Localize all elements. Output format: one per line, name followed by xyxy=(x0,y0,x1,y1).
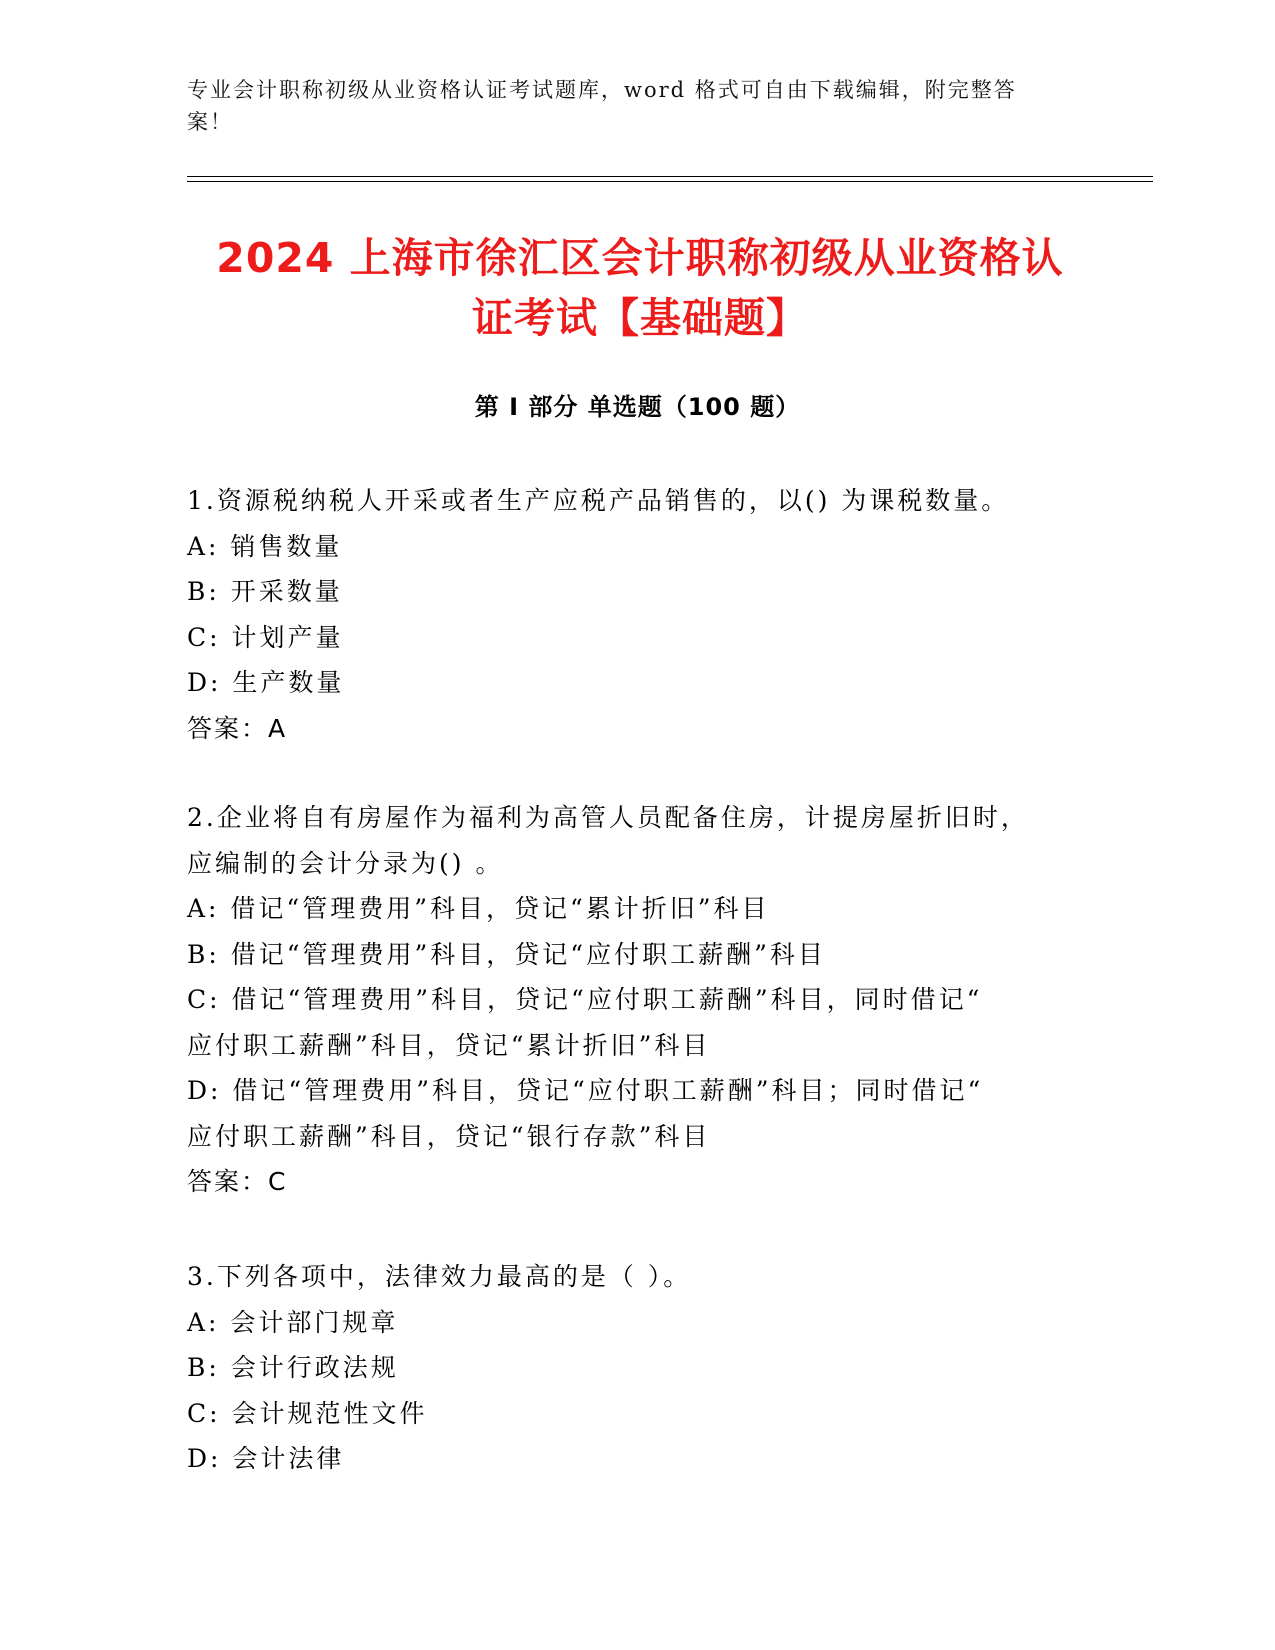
header-rule-bottom xyxy=(187,181,1153,182)
question-2 xyxy=(187,795,1087,1205)
option-c-continued: 应付职工薪酬”科目，贷记“累计折旧”科目 xyxy=(187,1030,711,1060)
question-stem: 1.资源税纳税人开采或者生产应税产品销售的，以() 为课税数量。 xyxy=(187,486,1010,515)
option-c: C: 借记“管理费用”科目，贷记“应付职工薪酬”科目，同时借记“ xyxy=(187,985,983,1014)
option-a: A: 销售数量 xyxy=(187,531,343,561)
header-rule-top xyxy=(187,176,1153,177)
option-a: A: 会计部门规章 xyxy=(187,1307,399,1337)
option-d: D: 生产数量 xyxy=(187,668,345,697)
answer: 答案：A xyxy=(187,713,288,743)
header-note xyxy=(187,74,1067,138)
option-b: B: 会计行政法规 xyxy=(187,1353,399,1382)
section-title: 第 I 部分 单选题（100 题） xyxy=(474,393,801,421)
document-title xyxy=(180,228,1100,348)
header-note-line: 案！ xyxy=(187,110,233,134)
question-stem: 应编制的会计分录为() 。 xyxy=(187,848,504,878)
option-d-continued: 应付职工薪酬”科目，贷记“银行存款”科目 xyxy=(187,1121,711,1151)
header-note-line: 专业会计职称初级从业资格认证考试题库，word 格式可自由下载编辑，附完整答 xyxy=(187,78,1017,102)
document-title-line: 2024 上海市徐汇区会计职称初级从业资格认 xyxy=(216,234,1064,282)
option-b: B: 开采数量 xyxy=(187,577,343,606)
option-d: D: 借记“管理费用”科目，贷记“应付职工薪酬”科目；同时借记“ xyxy=(187,1076,984,1105)
option-b: B: 借记“管理费用”科目，贷记“应付职工薪酬”科目 xyxy=(187,939,826,969)
option-a: A: 借记“管理费用”科目，贷记“累计折旧”科目 xyxy=(187,894,770,923)
question-stem: 3.下列各项中，法律效力最高的是（ ）。 xyxy=(187,1262,692,1291)
option-d: D: 会计法律 xyxy=(187,1444,345,1473)
answer: 答案：C xyxy=(187,1167,288,1196)
question-3 xyxy=(187,1254,1087,1482)
question-stem: 2.企业将自有房屋作为福利为高管人员配备住房，计提房屋折旧时， xyxy=(187,803,1029,832)
option-c: C: 计划产量 xyxy=(187,622,344,652)
question-1 xyxy=(187,478,1087,751)
option-c: C: 会计规范性文件 xyxy=(187,1398,428,1428)
document-title-line: 证考试【基础题】 xyxy=(472,294,808,342)
